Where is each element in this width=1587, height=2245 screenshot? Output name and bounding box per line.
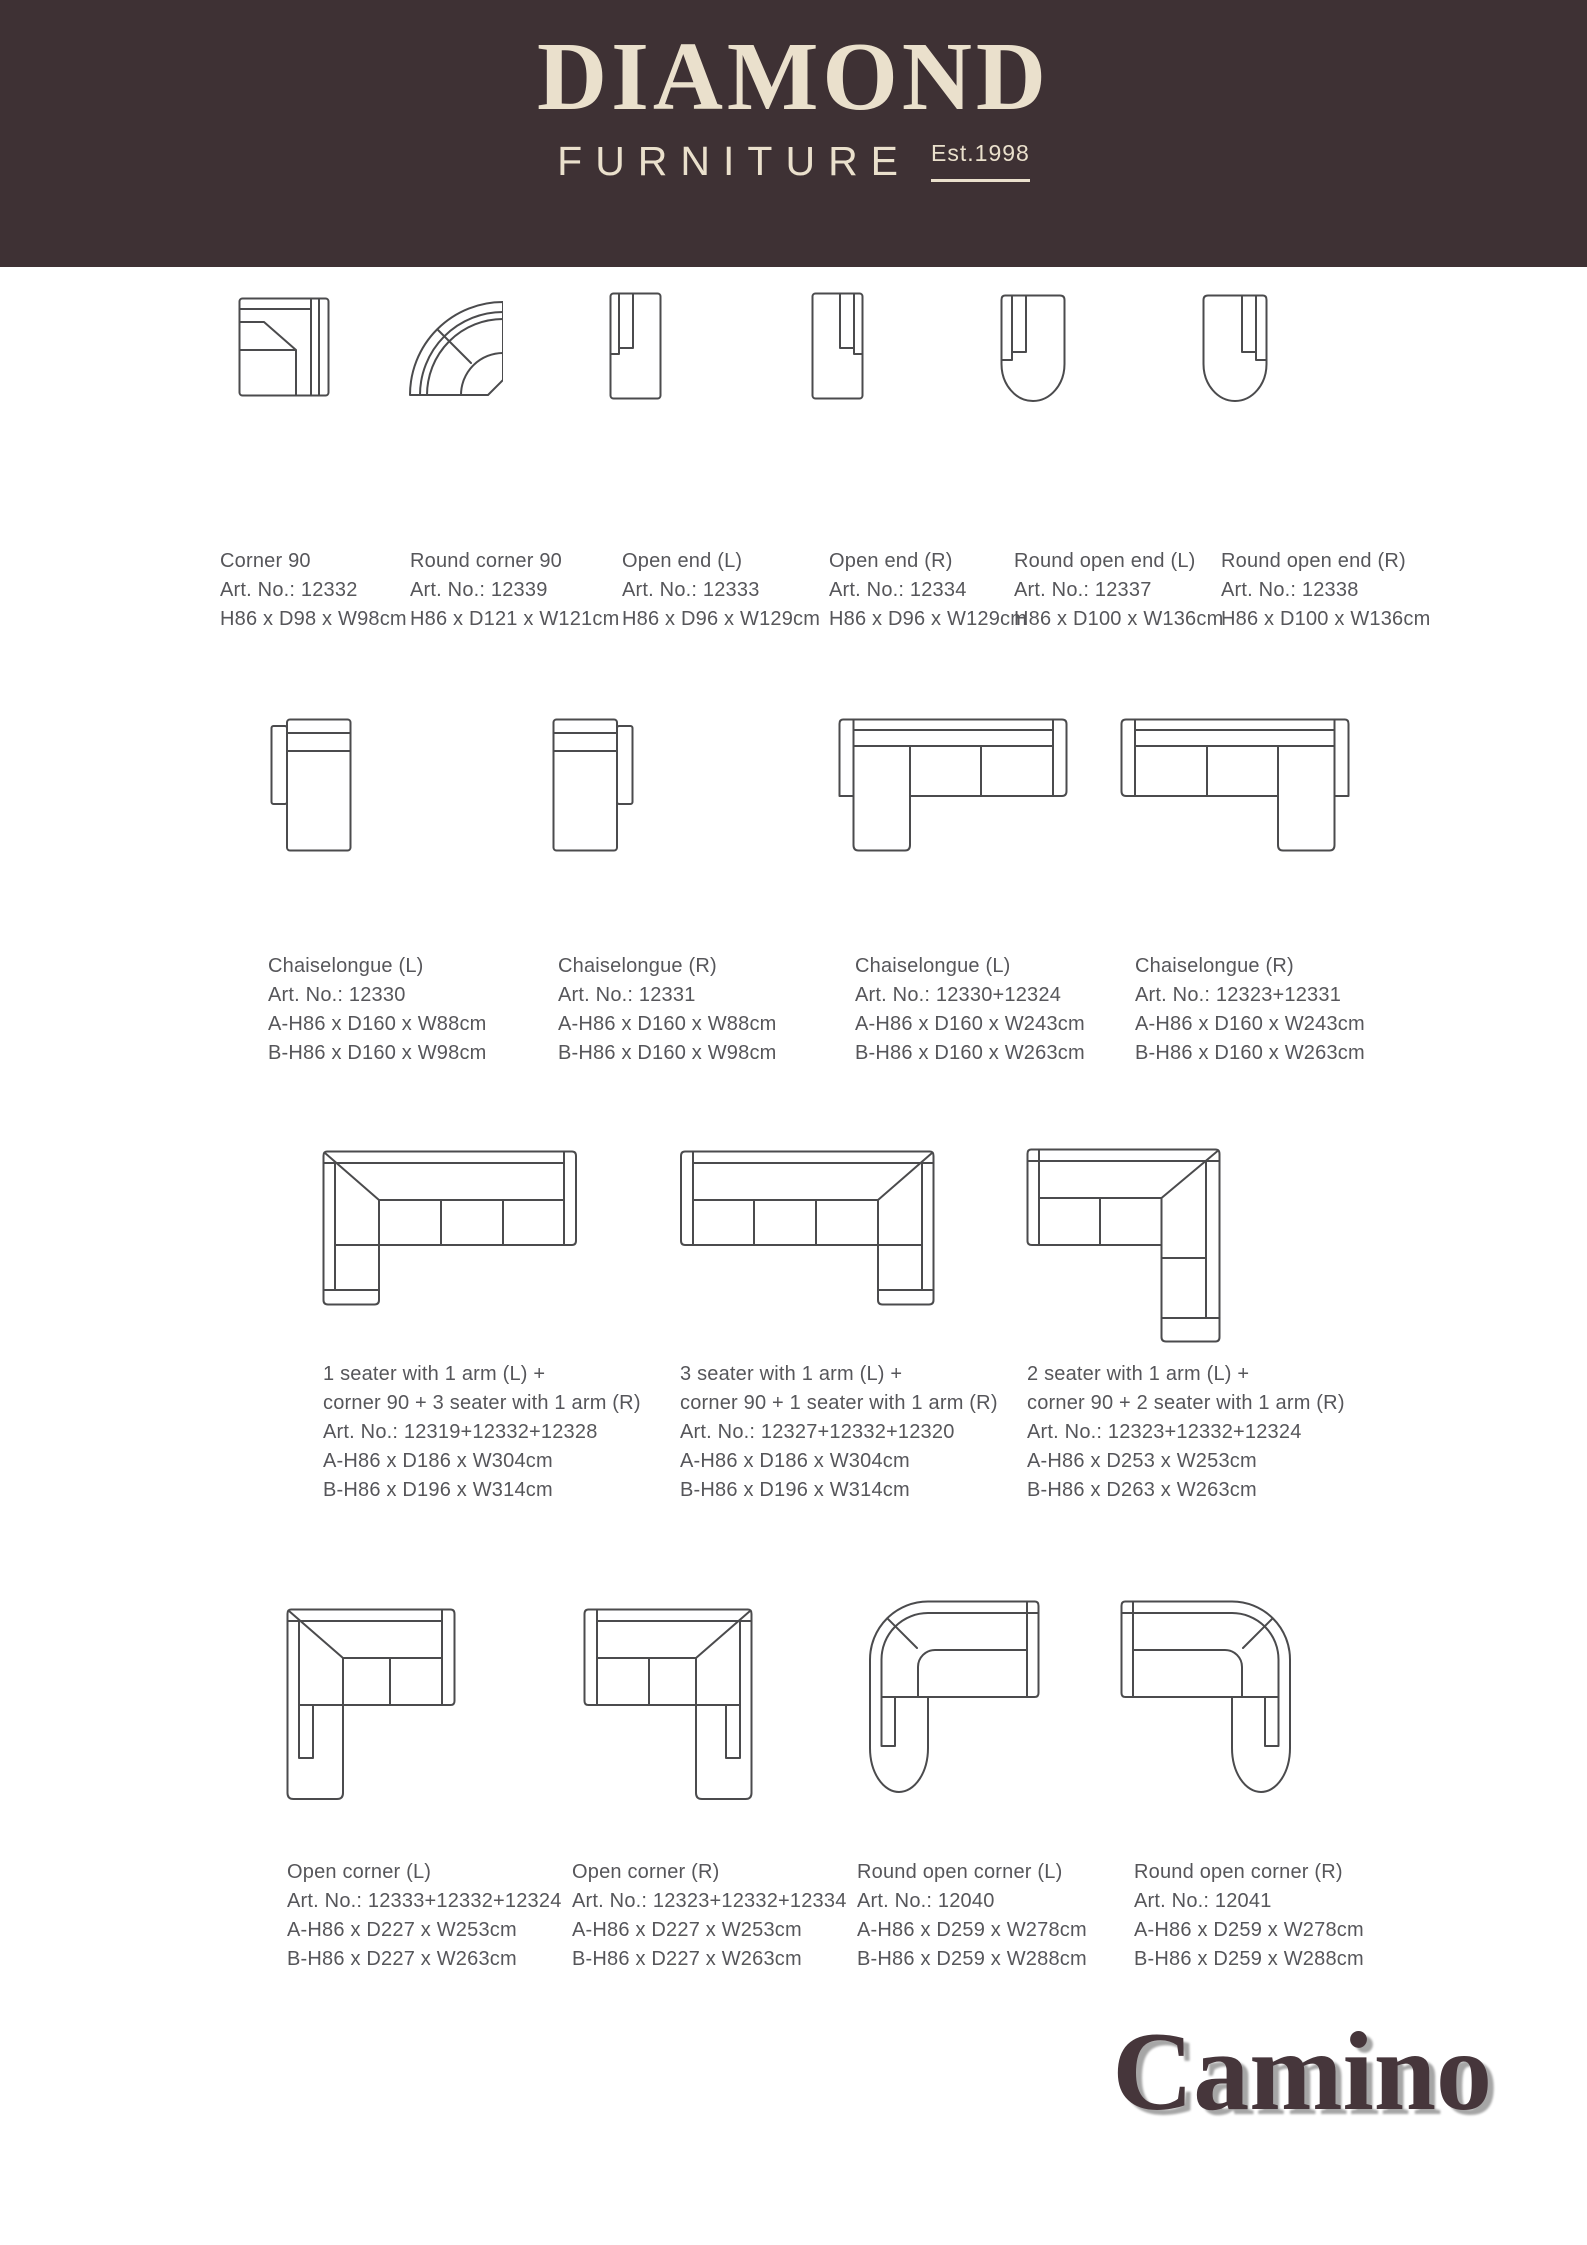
- product-dims-a: A-H86 x D253 x W253cm: [1027, 1450, 1257, 1472]
- corner-sofa-3L-1R-diagram: [680, 1150, 935, 1306]
- product-name: 1 seater with 1 arm (L) +: [323, 1363, 546, 1385]
- product-dims-a: A-H86 x D186 x W304cm: [323, 1450, 553, 1472]
- product-name: Chaiselongue (L): [855, 955, 1011, 977]
- round-corner-90-diagram: [408, 294, 503, 397]
- chaiselongue-right-combo-diagram: [1120, 718, 1350, 852]
- collection-title: Camino: [1112, 2010, 1492, 2134]
- product-art-no: Art. No.: 12319+12332+12328: [323, 1421, 598, 1443]
- brand-est-label: Est.1998: [931, 140, 1030, 182]
- product-label: [857, 1858, 1087, 1974]
- product-label: [829, 547, 1027, 634]
- product-art-no: Art. No.: 12337: [1014, 579, 1152, 601]
- product-dims: H86 x D96 x W129cm: [829, 608, 1028, 630]
- product-dims-a: A-H86 x D227 x W253cm: [572, 1919, 802, 1941]
- product-name-line2: corner 90 + 2 seater with 1 arm (R): [1027, 1392, 1345, 1414]
- product-dims-a: A-H86 x D227 x W253cm: [287, 1919, 517, 1941]
- product-art-no: Art. No.: 12323+12332+12324: [1027, 1421, 1302, 1443]
- product-name: 3 seater with 1 arm (L) +: [680, 1363, 903, 1385]
- product-dims-b: B-H86 x D160 x W263cm: [855, 1042, 1085, 1064]
- product-dims: H86 x D96 x W129cm: [622, 608, 821, 630]
- open-end-left-diagram: [609, 292, 662, 400]
- product-dims-b: B-H86 x D196 x W314cm: [680, 1479, 910, 1501]
- product-name: Open end (R): [829, 550, 953, 572]
- brand-subtitle-row: [557, 137, 1030, 186]
- product-label: [1134, 1858, 1364, 1974]
- product-dims-b: B-H86 x D160 x W98cm: [268, 1042, 487, 1064]
- product-dims-b: B-H86 x D259 x W288cm: [1134, 1948, 1364, 1970]
- open-corner-right-diagram: [583, 1608, 753, 1803]
- product-name: Open corner (R): [572, 1861, 720, 1883]
- product-name: Round open corner (L): [857, 1861, 1063, 1883]
- product-name: Round open corner (R): [1134, 1861, 1343, 1883]
- product-dims-b: B-H86 x D227 x W263cm: [287, 1948, 517, 1970]
- product-name: Round corner 90: [410, 550, 562, 572]
- product-dims-a: A-H86 x D160 x W88cm: [268, 1013, 487, 1035]
- chaiselongue-left-diagram: [270, 718, 352, 852]
- product-art-no: Art. No.: 12333+12332+12324: [287, 1890, 562, 1912]
- product-art-no: Art. No.: 12323+12332+12334: [572, 1890, 847, 1912]
- corner-sofa-2L-2R-diagram: [1026, 1148, 1221, 1343]
- brand-subtitle: FURNITURE: [557, 138, 912, 184]
- product-dims-a: A-H86 x D160 x W88cm: [558, 1013, 777, 1035]
- product-label: [1135, 952, 1365, 1068]
- product-dims: H86 x D100 x W136cm: [1014, 608, 1224, 630]
- product-name: Open corner (L): [287, 1861, 432, 1883]
- product-label: [1027, 1360, 1345, 1505]
- product-dims-a: A-H86 x D160 x W243cm: [1135, 1013, 1365, 1035]
- header: [0, 0, 1587, 267]
- product-dims-b: B-H86 x D259 x W288cm: [857, 1948, 1087, 1970]
- product-dims-a: A-H86 x D259 x W278cm: [857, 1919, 1087, 1941]
- product-label: [558, 952, 777, 1068]
- product-label: [1014, 547, 1223, 634]
- product-label: [323, 1360, 641, 1505]
- corner-sofa-1L-3R-diagram: [322, 1150, 577, 1306]
- product-name: Round open end (R): [1221, 550, 1406, 572]
- product-art-no: Art. No.: 12330: [268, 984, 406, 1006]
- product-name-line2: corner 90 + 1 seater with 1 arm (R): [680, 1392, 998, 1414]
- product-dims-b: B-H86 x D227 x W263cm: [572, 1948, 802, 1970]
- product-name: Open end (L): [622, 550, 743, 572]
- product-label: [220, 547, 407, 634]
- corner-90-diagram: [238, 297, 330, 397]
- round-open-end-left-diagram: [1000, 294, 1066, 402]
- product-label: [287, 1858, 562, 1974]
- product-art-no: Art. No.: 12333: [622, 579, 760, 601]
- product-art-no: Art. No.: 12331: [558, 984, 696, 1006]
- product-name: Chaiselongue (R): [558, 955, 717, 977]
- product-art-no: Art. No.: 12334: [829, 579, 967, 601]
- product-label: [268, 952, 487, 1068]
- round-open-corner-right-diagram: [1120, 1600, 1292, 1800]
- product-art-no: Art. No.: 12327+12332+12320: [680, 1421, 955, 1443]
- product-label: [410, 547, 619, 634]
- open-end-right-diagram: [811, 292, 864, 400]
- product-art-no: Art. No.: 12338: [1221, 579, 1359, 601]
- product-art-no: Art. No.: 12041: [1134, 1890, 1272, 1912]
- product-art-no: Art. No.: 12323+12331: [1135, 984, 1342, 1006]
- product-dims: H86 x D121 x W121cm: [410, 608, 620, 630]
- round-open-corner-left-diagram: [868, 1600, 1040, 1800]
- brand-logo: DIAMOND: [537, 23, 1050, 130]
- product-label: [1221, 547, 1430, 634]
- product-dims-a: A-H86 x D160 x W243cm: [855, 1013, 1085, 1035]
- product-dims-b: B-H86 x D263 x W263cm: [1027, 1479, 1257, 1501]
- product-dims: H86 x D98 x W98cm: [220, 608, 407, 630]
- round-open-end-right-diagram: [1202, 294, 1268, 402]
- product-dims-b: B-H86 x D160 x W263cm: [1135, 1042, 1365, 1064]
- product-art-no: Art. No.: 12339: [410, 579, 548, 601]
- product-name-line2: corner 90 + 3 seater with 1 arm (R): [323, 1392, 641, 1414]
- product-name: Chaiselongue (R): [1135, 955, 1294, 977]
- chaiselongue-left-combo-diagram: [838, 718, 1068, 852]
- chaiselongue-right-diagram: [552, 718, 634, 852]
- product-dims-b: B-H86 x D160 x W98cm: [558, 1042, 777, 1064]
- product-art-no: Art. No.: 12330+12324: [855, 984, 1062, 1006]
- product-name: 2 seater with 1 arm (L) +: [1027, 1363, 1250, 1385]
- product-art-no: Art. No.: 12332: [220, 579, 358, 601]
- product-dims: H86 x D100 x W136cm: [1221, 608, 1431, 630]
- product-label: [572, 1858, 847, 1974]
- open-corner-left-diagram: [286, 1608, 456, 1803]
- product-dims-a: A-H86 x D186 x W304cm: [680, 1450, 910, 1472]
- product-dims-b: B-H86 x D196 x W314cm: [323, 1479, 553, 1501]
- product-label: [680, 1360, 998, 1505]
- product-name: Corner 90: [220, 550, 311, 572]
- product-label: [855, 952, 1085, 1068]
- product-label: [622, 547, 820, 634]
- product-name: Chaiselongue (L): [268, 955, 424, 977]
- product-art-no: Art. No.: 12040: [857, 1890, 995, 1912]
- product-dims-a: A-H86 x D259 x W278cm: [1134, 1919, 1364, 1941]
- product-name: Round open end (L): [1014, 550, 1196, 572]
